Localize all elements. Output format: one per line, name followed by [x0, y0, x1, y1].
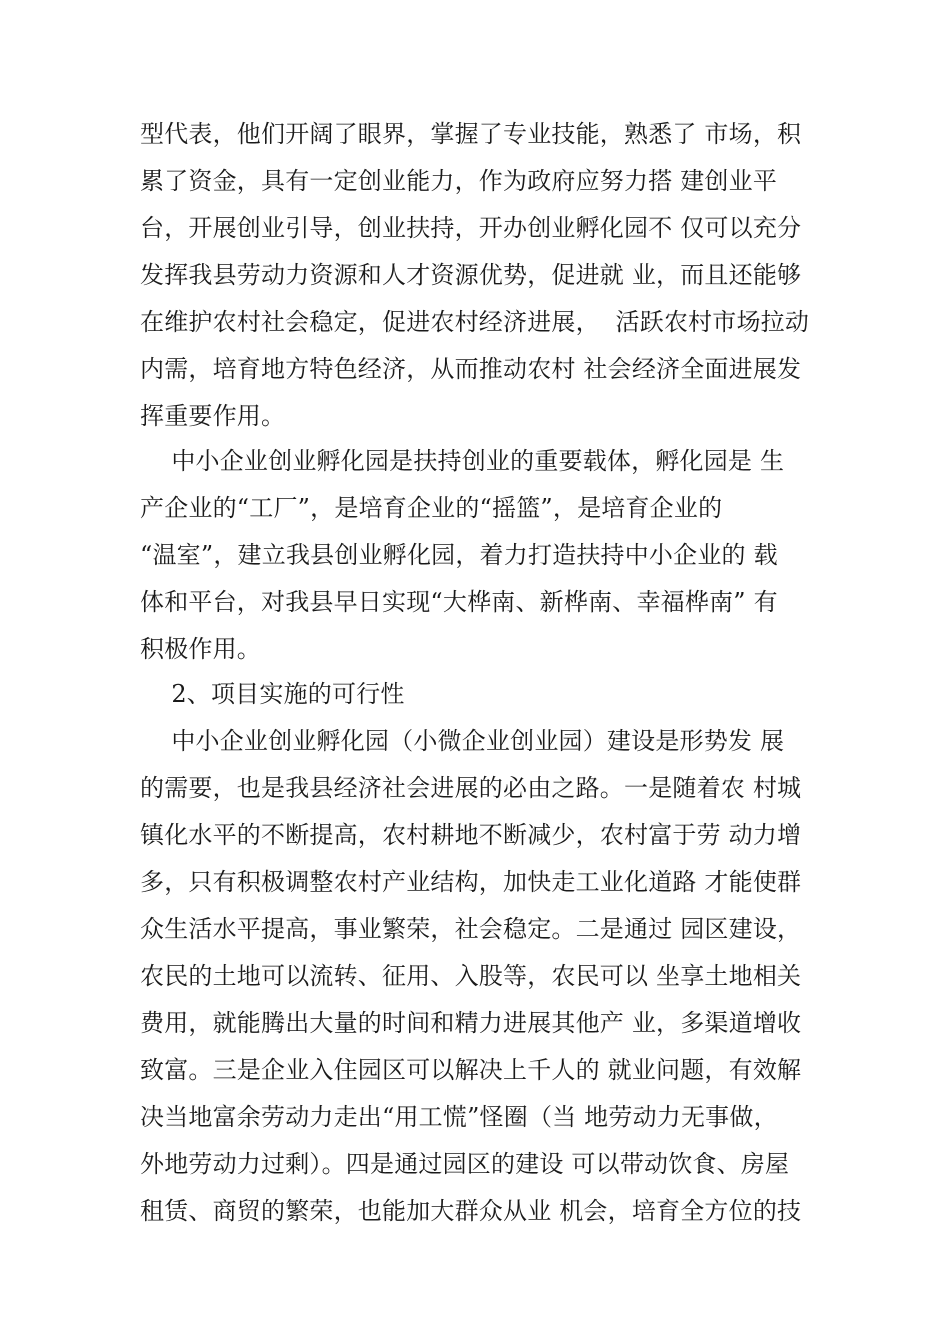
text-line: 众生活水平提高，事业繁荣，社会稳定。二是通过 园区建设，	[140, 915, 802, 943]
text-line: 台，开展创业引导，创业扶持，开办创业孵化园不 仅可以充分	[140, 214, 802, 242]
text-line: 致富。三是企业入住园区可以解决上千人的 就业问题，有效解	[140, 1056, 802, 1084]
text-line: 外地劳动力过剩）。四是通过园区的建设 可以带动饮食、房屋	[140, 1150, 790, 1178]
text-line: 的需要，也是我县经济社会进展的必由之路。一是随着农 村城	[140, 774, 802, 802]
text-line: 挥重要作用。	[140, 402, 286, 430]
text-line: 在维护农村社会稳定，促进农村经济进展， 活跃农村市场拉动	[140, 308, 810, 336]
text-line: 积极作用。	[140, 635, 261, 663]
text-line: 多，只有积极调整农村产业结构，加快走工业化道路 才能使群	[140, 868, 802, 896]
text-line: 中小企业创业孵化园（小微企业创业园）建设是形势发 展	[140, 727, 785, 755]
section-heading: 2、项目实施的可行性	[140, 680, 405, 708]
text-line: 型代表，他们开阔了眼界，掌握了专业技能，熟悉了 市场，积	[140, 120, 802, 148]
text-line: 中小企业创业孵化园是扶持创业的重要载体，孵化园是 生	[140, 447, 785, 475]
text-line: 镇化水平的不断提高，农村耕地不断减少，农村富于劳 动力增	[140, 821, 802, 849]
text-line: 内需，培育地方特色经济，从而推动农村 社会经济全面进展发	[140, 355, 802, 383]
text-line: 费用，就能腾出大量的时间和精力进展其他产 业，多渠道增收	[140, 1009, 802, 1037]
text-line: 农民的土地可以流转、征用、入股等，农民可以 坐享土地相关	[140, 962, 802, 990]
text-line: 累了资金，具有一定创业能力，作为政府应努力搭 建创业平	[140, 167, 778, 195]
text-line: 体和平台，对我县早日实现“大桦南、新桦南、幸福桦南” 有	[140, 588, 778, 616]
text-line: 产企业的“工厂”，是培育企业的“摇篮”，是培育企业的	[140, 494, 723, 522]
text-line: “温室”，建立我县创业孵化园，着力打造扶持中小企业的 载	[140, 541, 778, 569]
text-line: 租赁、商贸的繁荣，也能加大群众从业 机会，培育全方位的技	[140, 1197, 802, 1225]
text-line: 决当地富余劳动力走出“用工慌”怪圈（当 地劳动力无事做，	[140, 1103, 778, 1131]
text-line: 发挥我县劳动力资源和人才资源优势，促进就 业，而且还能够	[140, 261, 802, 289]
